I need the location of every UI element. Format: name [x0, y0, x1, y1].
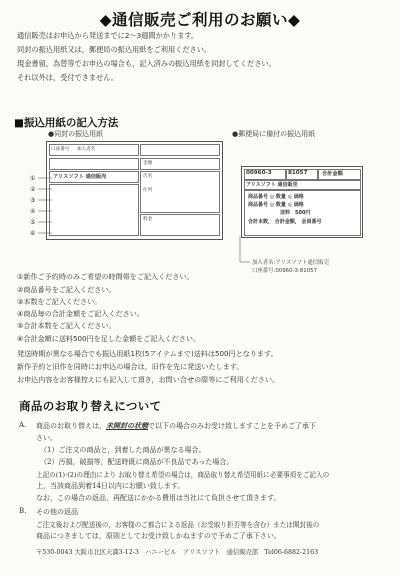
section-b-line: 商品につきましては，原則としてお受け致しかねますので予めご了承下さい。 [36, 532, 281, 540]
section-a-highlight: 未開封の状態 [106, 421, 148, 430]
intro-line: 現金書留，為替等でお申込の場合も，記入済みの振込用紙を同封してください。 [17, 59, 276, 68]
section-a-label: A. [19, 421, 27, 429]
footer-address: 〒530-0043 大阪市北区天満3-12-3 ハニービル アリスソフト 通信販売部 Tel06-6882-2163 [36, 549, 319, 556]
form-left-caption: ●同封の振込用紙 [48, 130, 104, 138]
form-right [241, 166, 363, 238]
form-left-payee-name: アリスソフト 通信販売 [53, 174, 107, 180]
instruction-note: お申込内容をお客様控えにも記入して頂き，お問い合せの際等にご利用ください。 [17, 375, 280, 384]
instruction-item: ⑤合計本数をご記入ください。 [17, 321, 116, 330]
form-right-account-a: 00960-3 [246, 170, 272, 176]
section-a-note: なお，この場合の返品，再配送にかかる費用は当社にて負担させて頂きます。 [36, 494, 281, 502]
section-a-item: （2）汚損，破損等，配送時既に商品が不良品であった場合。 [40, 458, 234, 466]
form-left-amount-label: 金額 [143, 161, 153, 166]
instruction-item: ③本数をご記入ください。 [17, 297, 102, 306]
marker: ⑤ [30, 219, 36, 226]
intro-line: それ以外は，受付できません。 [17, 73, 119, 82]
form-right-line: 送料 500円 [280, 210, 311, 216]
section-a-line1-cont: さい。 [36, 434, 57, 442]
instruction-item: ②商品番号をご記入ください。 [17, 285, 116, 294]
form-right-payee-name: アリスソフト 通信販売 [246, 182, 298, 188]
form-right-line: 合計本数， 合計金額， 会員番号 [248, 219, 322, 225]
instruction-item: ①新作ご予約時のみご希望の時間帯をご記入ください。 [17, 272, 194, 281]
section-a-line1-pre: 商品のお取り替えは， [36, 422, 106, 430]
marker: ③ [30, 197, 36, 204]
marker: ④ [30, 208, 36, 215]
form-right-caption: ●郵便局に備付の振込用紙 [232, 130, 316, 138]
form-right-note-account: 口座番号:00960-3-81057 [252, 268, 317, 274]
marker: ② [30, 186, 36, 193]
form-right-account-b: 81057 [288, 170, 308, 176]
section-heading: ■振込用紙の記入方法 [14, 117, 119, 129]
section-a-note: 上記の(1)·(2)の理由により お取り替え希望の場合は，商品取り替え希望用紙に必要事項をご記入の [36, 471, 330, 479]
instruction-note: 発送時期が異なる場合でも振込用紙1枚(5アイテムまで)送料は500円となります。 [17, 349, 278, 358]
section-b-label: B. [19, 507, 27, 515]
form-right-total-label: 合計金額 [322, 171, 343, 177]
form-right-line: 商品番号 ◎ 数量 ◎ 価格 [248, 202, 304, 208]
form-left-account-label: 口座番号 [51, 147, 70, 152]
returns-heading: 商品のお取り替えについて [19, 399, 162, 413]
instruction-item: ⑥合計金額に送料500円を足した金額をご記入ください。 [17, 334, 201, 343]
section-a-line1-post: で以下の場合のみお受け致しますことを予めご了承下 [148, 422, 316, 430]
section-a-note: 上，当該商品到着14日以内にお願い致します。 [36, 482, 185, 490]
intro-line: 通信販売はお申込から発送までに2〜3週間かかります。 [17, 31, 199, 40]
form-left-fee-label: 料金 [143, 217, 153, 222]
form-left-address-label: 住所 [143, 188, 153, 193]
form-left-name-label: 氏名 [143, 174, 153, 179]
intro-line: 同封の振込用紙又は，郵便局の振込用紙をご利用ください。 [17, 45, 212, 54]
marker: ① [30, 175, 36, 182]
form-right-note-payee: 加入者名:アリスソフト通信販売 [252, 260, 329, 266]
instruction-note: 新作予約と旧作を同時にお申込の場合は，旧作を先に発送いたします。 [17, 362, 244, 371]
instruction-item: ④商品毎の合計金額をご記入ください。 [17, 309, 144, 318]
section-a-line1 [36, 421, 316, 431]
form-right-line: 商品番号 ◎ 数量 ◎ 価格 [248, 194, 304, 200]
marker: ⑥ [30, 230, 36, 237]
section-a-item: （1）ご注文の商品と，到着した商品が異なる場合。 [40, 446, 206, 454]
form-left-payee-label: 加入者名 [77, 147, 96, 152]
section-b-heading: その他の返品 [36, 508, 78, 516]
section-b-line: ご注文後および配送後の，お客様のご都合による返品（お受取り拒否等を含む）または開封後の [36, 521, 320, 529]
page-title: ◆通信販売ご利用のお願い◆ [99, 11, 301, 29]
